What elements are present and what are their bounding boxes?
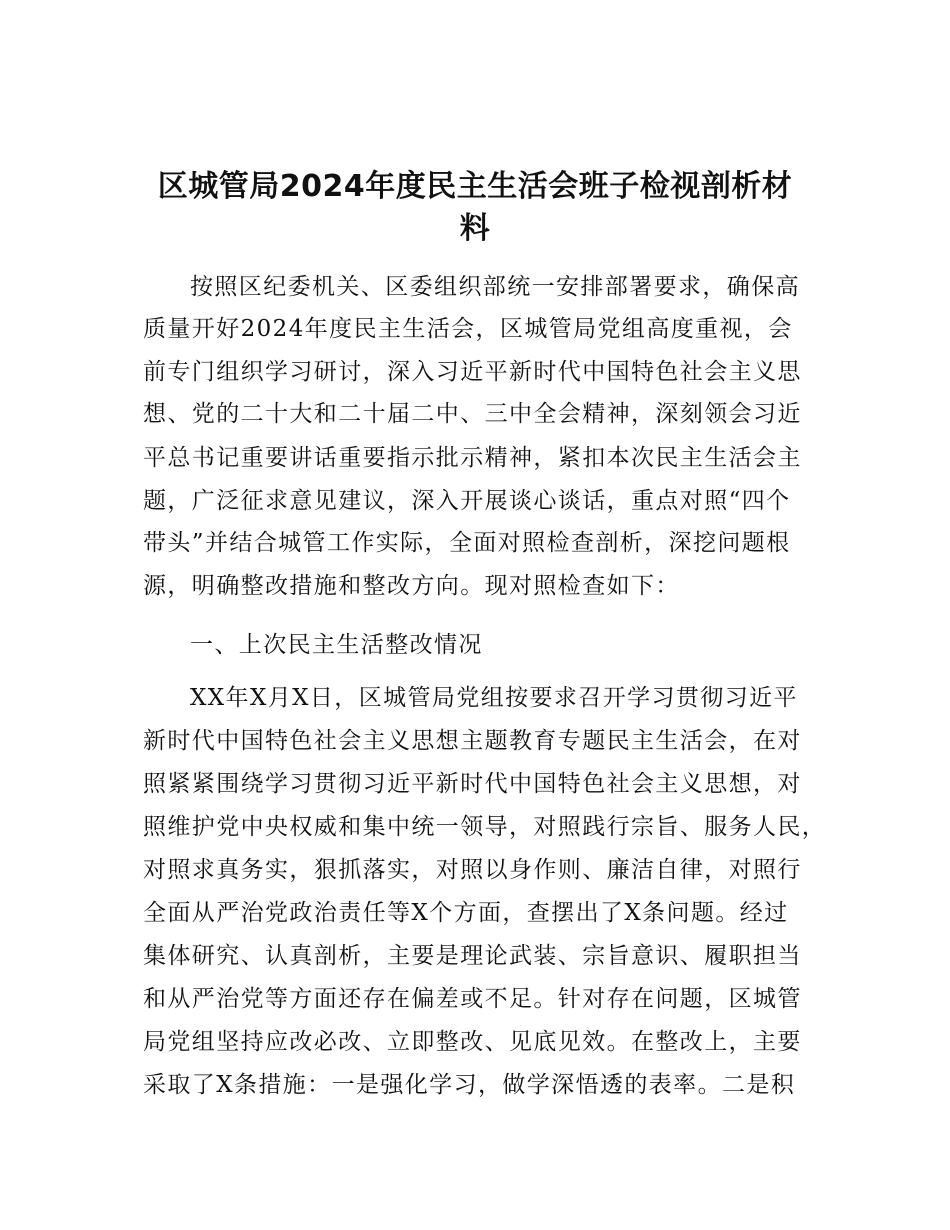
title-line-1: 区城管局2024年度民主生活会班子检视剖析材 xyxy=(157,169,793,204)
paragraph-line: 前专门组织学习研讨，深入习近平新时代中国特色社会主义思 xyxy=(143,359,802,385)
paragraph-line: 全面从严治党政治责任等X个方面，查摆出了X条问题。经过 xyxy=(143,900,789,926)
paragraph-line: 照维护党中央权威和集中统一领导，对照践行宗旨、服务人民， xyxy=(143,814,827,840)
paragraph-line: 集体研究、认真剖析，主要是理论武装、宗旨意识、履职担当 xyxy=(143,943,802,969)
paragraph-line: 新时代中国特色社会主义思想主题教育专题民主生活会，在对 xyxy=(143,728,802,754)
paragraph-line: 平总书记重要讲话重要指示批示精神，紧扣本次民主生活会主 xyxy=(143,445,802,471)
paragraph-line: 照紧紧围绕学习贯彻习近平新时代中国特色社会主义思想，对 xyxy=(143,771,802,797)
paragraph-line: 和从严治党等方面还存在偏差或不足。针对存在问题，区城管 xyxy=(143,986,802,1012)
paragraph-line: 按照区纪委机关、区委组织部统一安排部署要求，确保高 xyxy=(190,274,800,300)
paragraph-line: 采取了X条措施：一是强化学习，做学深悟透的表率。二是积 xyxy=(143,1072,796,1098)
paragraph-line: XX年X月X日，区城管局党组按要求召开学习贯彻习近平 xyxy=(190,685,798,711)
paragraph-line: 源，明确整改措施和整改方向。现对照检查如下： xyxy=(143,573,680,599)
paragraph-line: 局党组坚持应改必改、立即整改、见底见效。在整改上，主要 xyxy=(143,1029,802,1055)
document-title xyxy=(120,166,830,250)
section-heading: 一、上次民主生活整改情况 xyxy=(190,632,483,658)
paragraph-line: 对照求真务实，狠抓落实，对照以身作则、廉洁自律，对照行 xyxy=(143,857,802,883)
paragraph-line: 质量开好2024年度民主生活会，区城管局党组高度重视，会 xyxy=(143,316,793,342)
title-line-2: 料 xyxy=(459,211,491,246)
paragraph-line: 题，广泛征求意见建议，深入开展谈心谈话，重点对照“四个 xyxy=(143,488,791,514)
paragraph-line: 带头”并结合城管工作实际，全面对照检查剖析，深挖问题根 xyxy=(143,530,791,556)
paragraph-line: 想、党的二十大和二十届二中、三中全会精神，深刻领会习近 xyxy=(143,401,802,427)
